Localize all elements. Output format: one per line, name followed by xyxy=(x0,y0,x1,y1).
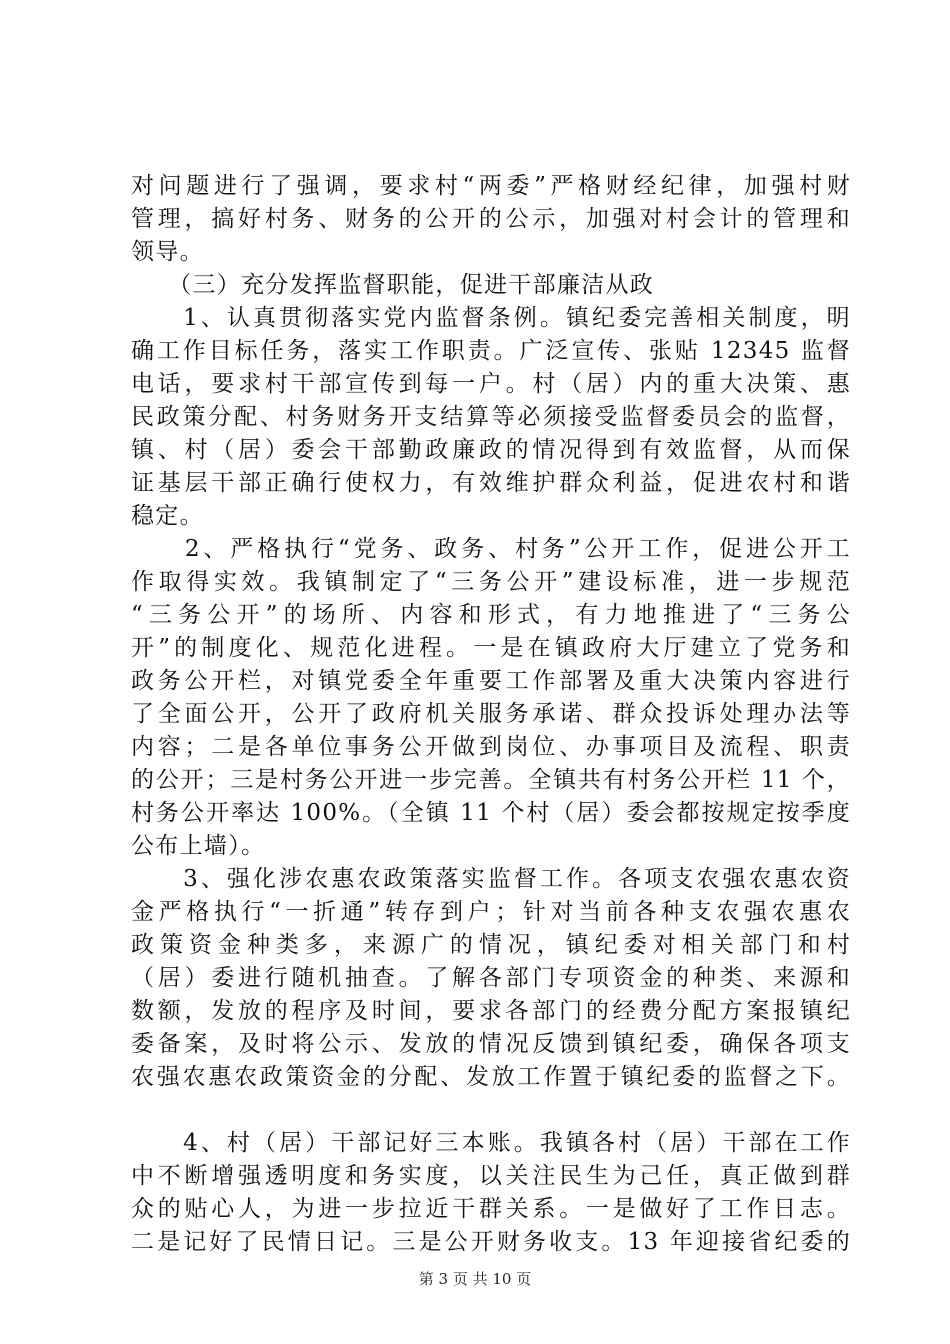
document-body xyxy=(131,170,851,1259)
text-line: 4、村（居）干部记好三本账。我镇各村（居）干部在工作 xyxy=(131,1130,851,1156)
text-line: 金严格执行“一折通”转存到户；针对当前各种支农强农惠农 xyxy=(131,899,851,925)
text-line: 委备案，及时将公示、发放的情况反馈到镇纪委，确保各项支 xyxy=(131,1031,851,1057)
text-line: 政务公开栏，对镇党委全年重要工作部署及重大决策内容进行 xyxy=(131,668,851,694)
text-line: 众的贴心人，为进一步拉近干群关系。一是做好了工作日志。 xyxy=(131,1196,851,1222)
text-line: 稳定。 xyxy=(131,503,204,529)
text-line: 公布上墙）。 xyxy=(131,833,266,859)
text-line: 政策资金种类多，来源广的情况，镇纪委对相关部门和村 xyxy=(131,932,851,958)
text-line: 作取得实效。我镇制定了“三务公开”建设标准，进一步规范 xyxy=(131,569,851,595)
section-heading: （三）充分发挥监督职能，促进干部廉洁从政 xyxy=(131,272,655,298)
text-line: 农强农惠农政策资金的分配、发放工作置于镇纪委的监督之下。 xyxy=(131,1064,851,1090)
text-line: 对问题进行了强调，要求村“两委”严格财经纪律，加强村财 xyxy=(131,173,851,199)
text-line: 领导。 xyxy=(131,239,204,265)
text-line: 确工作目标任务，落实工作职责。广泛宣传、张贴 12345 监督 xyxy=(131,338,851,364)
text-line: 内容；二是各单位事务公开做到岗位、办事项目及流程、职责 xyxy=(131,734,851,760)
text-line: 2、严格执行“党务、政务、村务”公开工作，促进公开工 xyxy=(131,536,851,562)
text-line: 管理，搞好村务、财务的公开的公示，加强对村会计的管理和 xyxy=(131,206,851,232)
text-line: 证基层干部正确行使权力，有效维护群众利益，促进农村和谐 xyxy=(131,470,851,496)
text-line: 3、强化涉农惠农政策落实监督工作。各项支农强农惠农资 xyxy=(131,866,851,892)
text-line: “三务公开”的场所、内容和形式，有力地推进了“三务公 xyxy=(131,602,851,628)
text-line: 二是记好了民情日记。三是公开财务收支。13 年迎接省纪委的 xyxy=(131,1229,851,1255)
text-line: 数额，发放的程序及时间，要求各部门的经费分配方案报镇纪 xyxy=(131,998,851,1024)
text-line: 开”的制度化、规范化进程。一是在镇政府大厅建立了党务和 xyxy=(131,635,851,661)
text-line: 镇、村（居）委会干部勤政廉政的情况得到有效监督，从而保 xyxy=(131,437,851,463)
text-line: 中不断增强透明度和务实度，以关注民生为己任，真正做到群 xyxy=(131,1163,851,1189)
page-number-footer: 第 3 页 共 10 页 xyxy=(418,1270,532,1288)
text-line: （居）委进行随机抽查。了解各部门专项资金的种类、来源和 xyxy=(131,965,851,991)
text-line: 了全面公开，公开了政府机关服务承诺、群众投诉处理办法等 xyxy=(131,701,851,727)
text-line: 村务公开率达 100%。（全镇 11 个村（居）委会都按规定按季度 xyxy=(131,800,851,826)
paragraph-gap xyxy=(131,1094,851,1127)
text-line: 1、认真贯彻落实党内监督条例。镇纪委完善相关制度，明 xyxy=(131,305,851,331)
text-line: 民政策分配、村务财务开支结算等必须接受监督委员会的监督， xyxy=(131,404,851,430)
text-line: 电话，要求村干部宣传到每一户。村（居）内的重大决策、惠 xyxy=(131,371,851,397)
text-line: 的公开；三是村务公开进一步完善。全镇共有村务公开栏 11 个， xyxy=(131,767,851,793)
